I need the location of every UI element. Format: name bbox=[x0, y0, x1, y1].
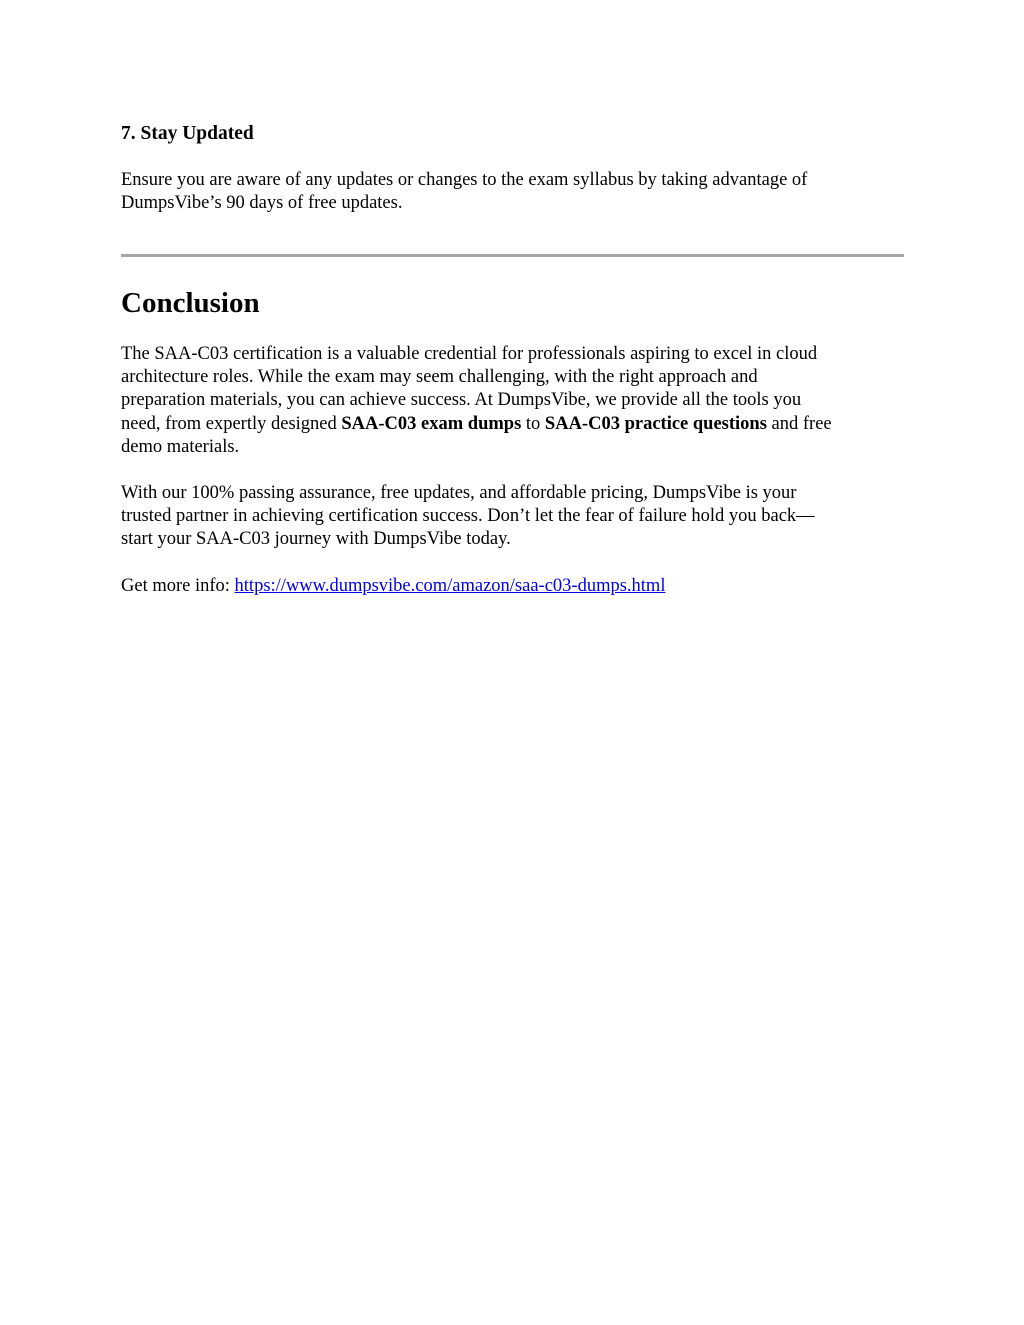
conclusion-heading: Conclusion bbox=[121, 287, 260, 319]
conclusion-paragraph-1 bbox=[121, 343, 905, 459]
section-heading-stay-updated: 7. Stay Updated bbox=[121, 123, 254, 144]
text-run: and free bbox=[766, 413, 832, 434]
paragraph-line: start your SAA-C03 journey with DumpsVibe today. bbox=[121, 529, 511, 550]
paragraph-line: The SAA-C03 certification is a valuable credential for professionals aspiring to excel in cloud bbox=[121, 344, 818, 364]
text-run: to bbox=[521, 413, 545, 434]
more-info-label: Get more info: bbox=[121, 576, 235, 596]
paragraph-line bbox=[121, 575, 905, 598]
paragraph-line: Ensure you are aware of any updates or changes to the exam syllabus by taking advantage of bbox=[121, 170, 808, 190]
horizontal-divider bbox=[121, 254, 904, 257]
paragraph-line: With our 100% passing assurance, free updates, and affordable pricing, DumpsVibe is your bbox=[121, 483, 797, 503]
more-info-link[interactable]: https://www.dumpsvibe.com/amazon/saa-c03-dumps.html bbox=[234, 576, 666, 596]
conclusion-paragraph-2 bbox=[121, 482, 905, 552]
paragraph-line: trusted partner in achieving certification success. Don’t let the fear of failure hold you back— bbox=[121, 506, 815, 527]
stay-updated-paragraph bbox=[121, 169, 905, 215]
paragraph-line: architecture roles. While the exam may seem challenging, with the right approach and bbox=[121, 367, 758, 388]
bold-keyword-practice-questions: SAA-C03 practice questions bbox=[544, 413, 767, 434]
text-run: need, from expertly designed bbox=[121, 413, 342, 434]
paragraph-line bbox=[121, 413, 905, 436]
paragraph-line: demo materials. bbox=[121, 436, 240, 457]
more-info-paragraph bbox=[121, 575, 905, 598]
paragraph-line: preparation materials, you can achieve success. At DumpsVibe, we provide all the tools you bbox=[121, 390, 802, 411]
bold-keyword-exam-dumps: SAA-C03 exam dumps bbox=[341, 413, 522, 434]
paragraph-line: DumpsVibe’s 90 days of free updates. bbox=[121, 193, 403, 214]
